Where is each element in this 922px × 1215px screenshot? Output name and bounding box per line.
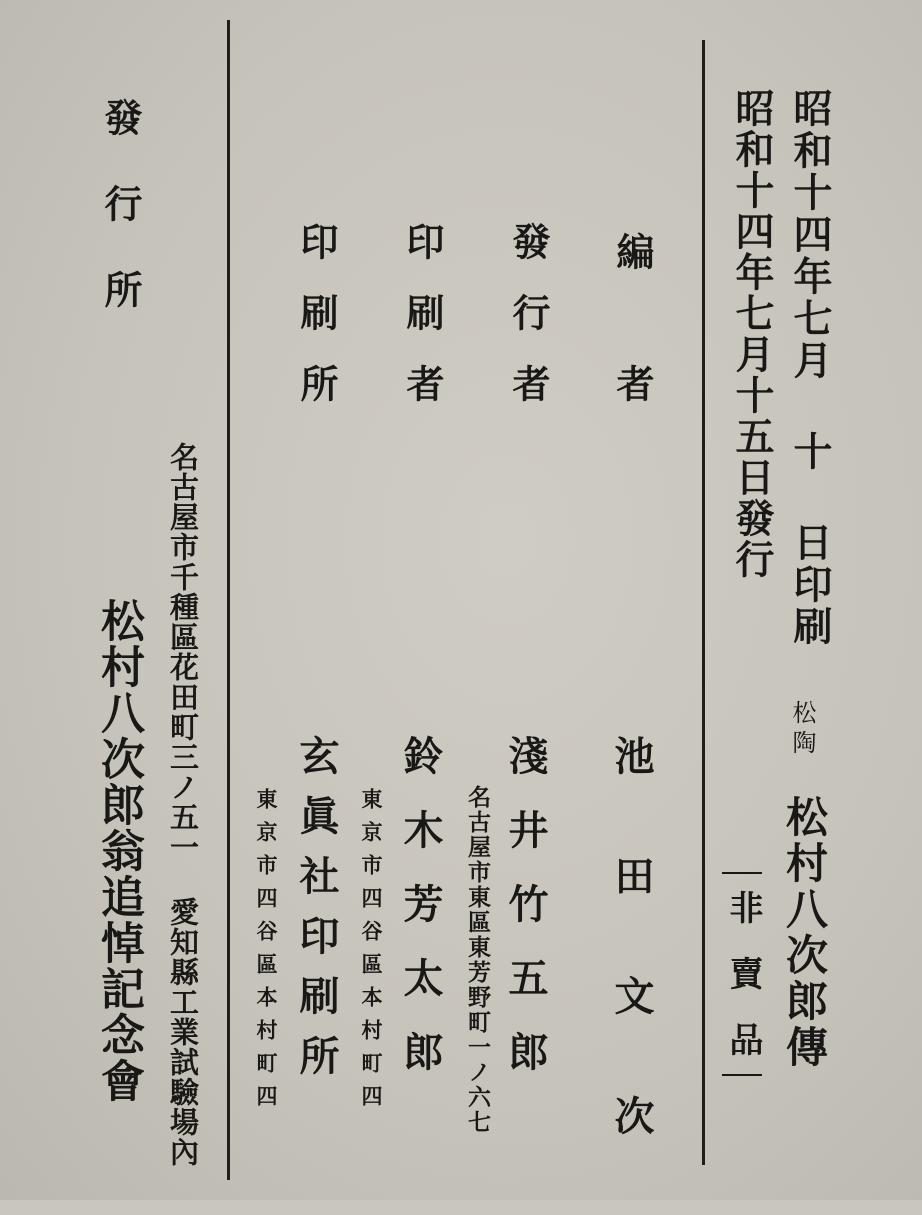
- printing-office-name: 玄眞社印刷所: [293, 735, 340, 1095]
- issuing-office-address: 名古屋市千種區花田町三ノ五一 愛知縣工業試驗場內: [166, 442, 200, 1167]
- printing-office-address: 東京市四谷區本村町四: [254, 788, 279, 1118]
- printer-label: 印刷者: [400, 222, 445, 435]
- issuing-office-label: 發行所: [98, 98, 143, 356]
- issue-date: 昭和十四年七月十五日發行: [729, 88, 775, 580]
- book-title: 松村八次郎傳: [780, 795, 829, 1071]
- left-vertical-rule: [227, 20, 230, 1180]
- publisher-name: 淺井竹五郎: [502, 735, 549, 1105]
- print-date: 昭和十四年七月 十 日印刷: [787, 88, 833, 648]
- issuing-office-name: 松村八次郎翁追悼記念會: [93, 598, 144, 1104]
- printer-address: 東京市四谷區本村町四: [359, 788, 384, 1118]
- author-pen-name: 松陶: [788, 700, 816, 760]
- publisher-label: 發行者: [506, 222, 551, 435]
- printer-name: 鈴木芳太郎: [397, 735, 444, 1105]
- publisher-address: 名古屋市東區東芳野町一ノ六七: [464, 785, 491, 1135]
- not-for-sale-label: 非賣品: [723, 890, 763, 1088]
- printing-office-label: 印刷所: [294, 222, 339, 435]
- editor-name: 池田文次: [608, 735, 655, 1215]
- editor-label: 編者: [610, 232, 655, 496]
- right-vertical-rule: [702, 40, 705, 1165]
